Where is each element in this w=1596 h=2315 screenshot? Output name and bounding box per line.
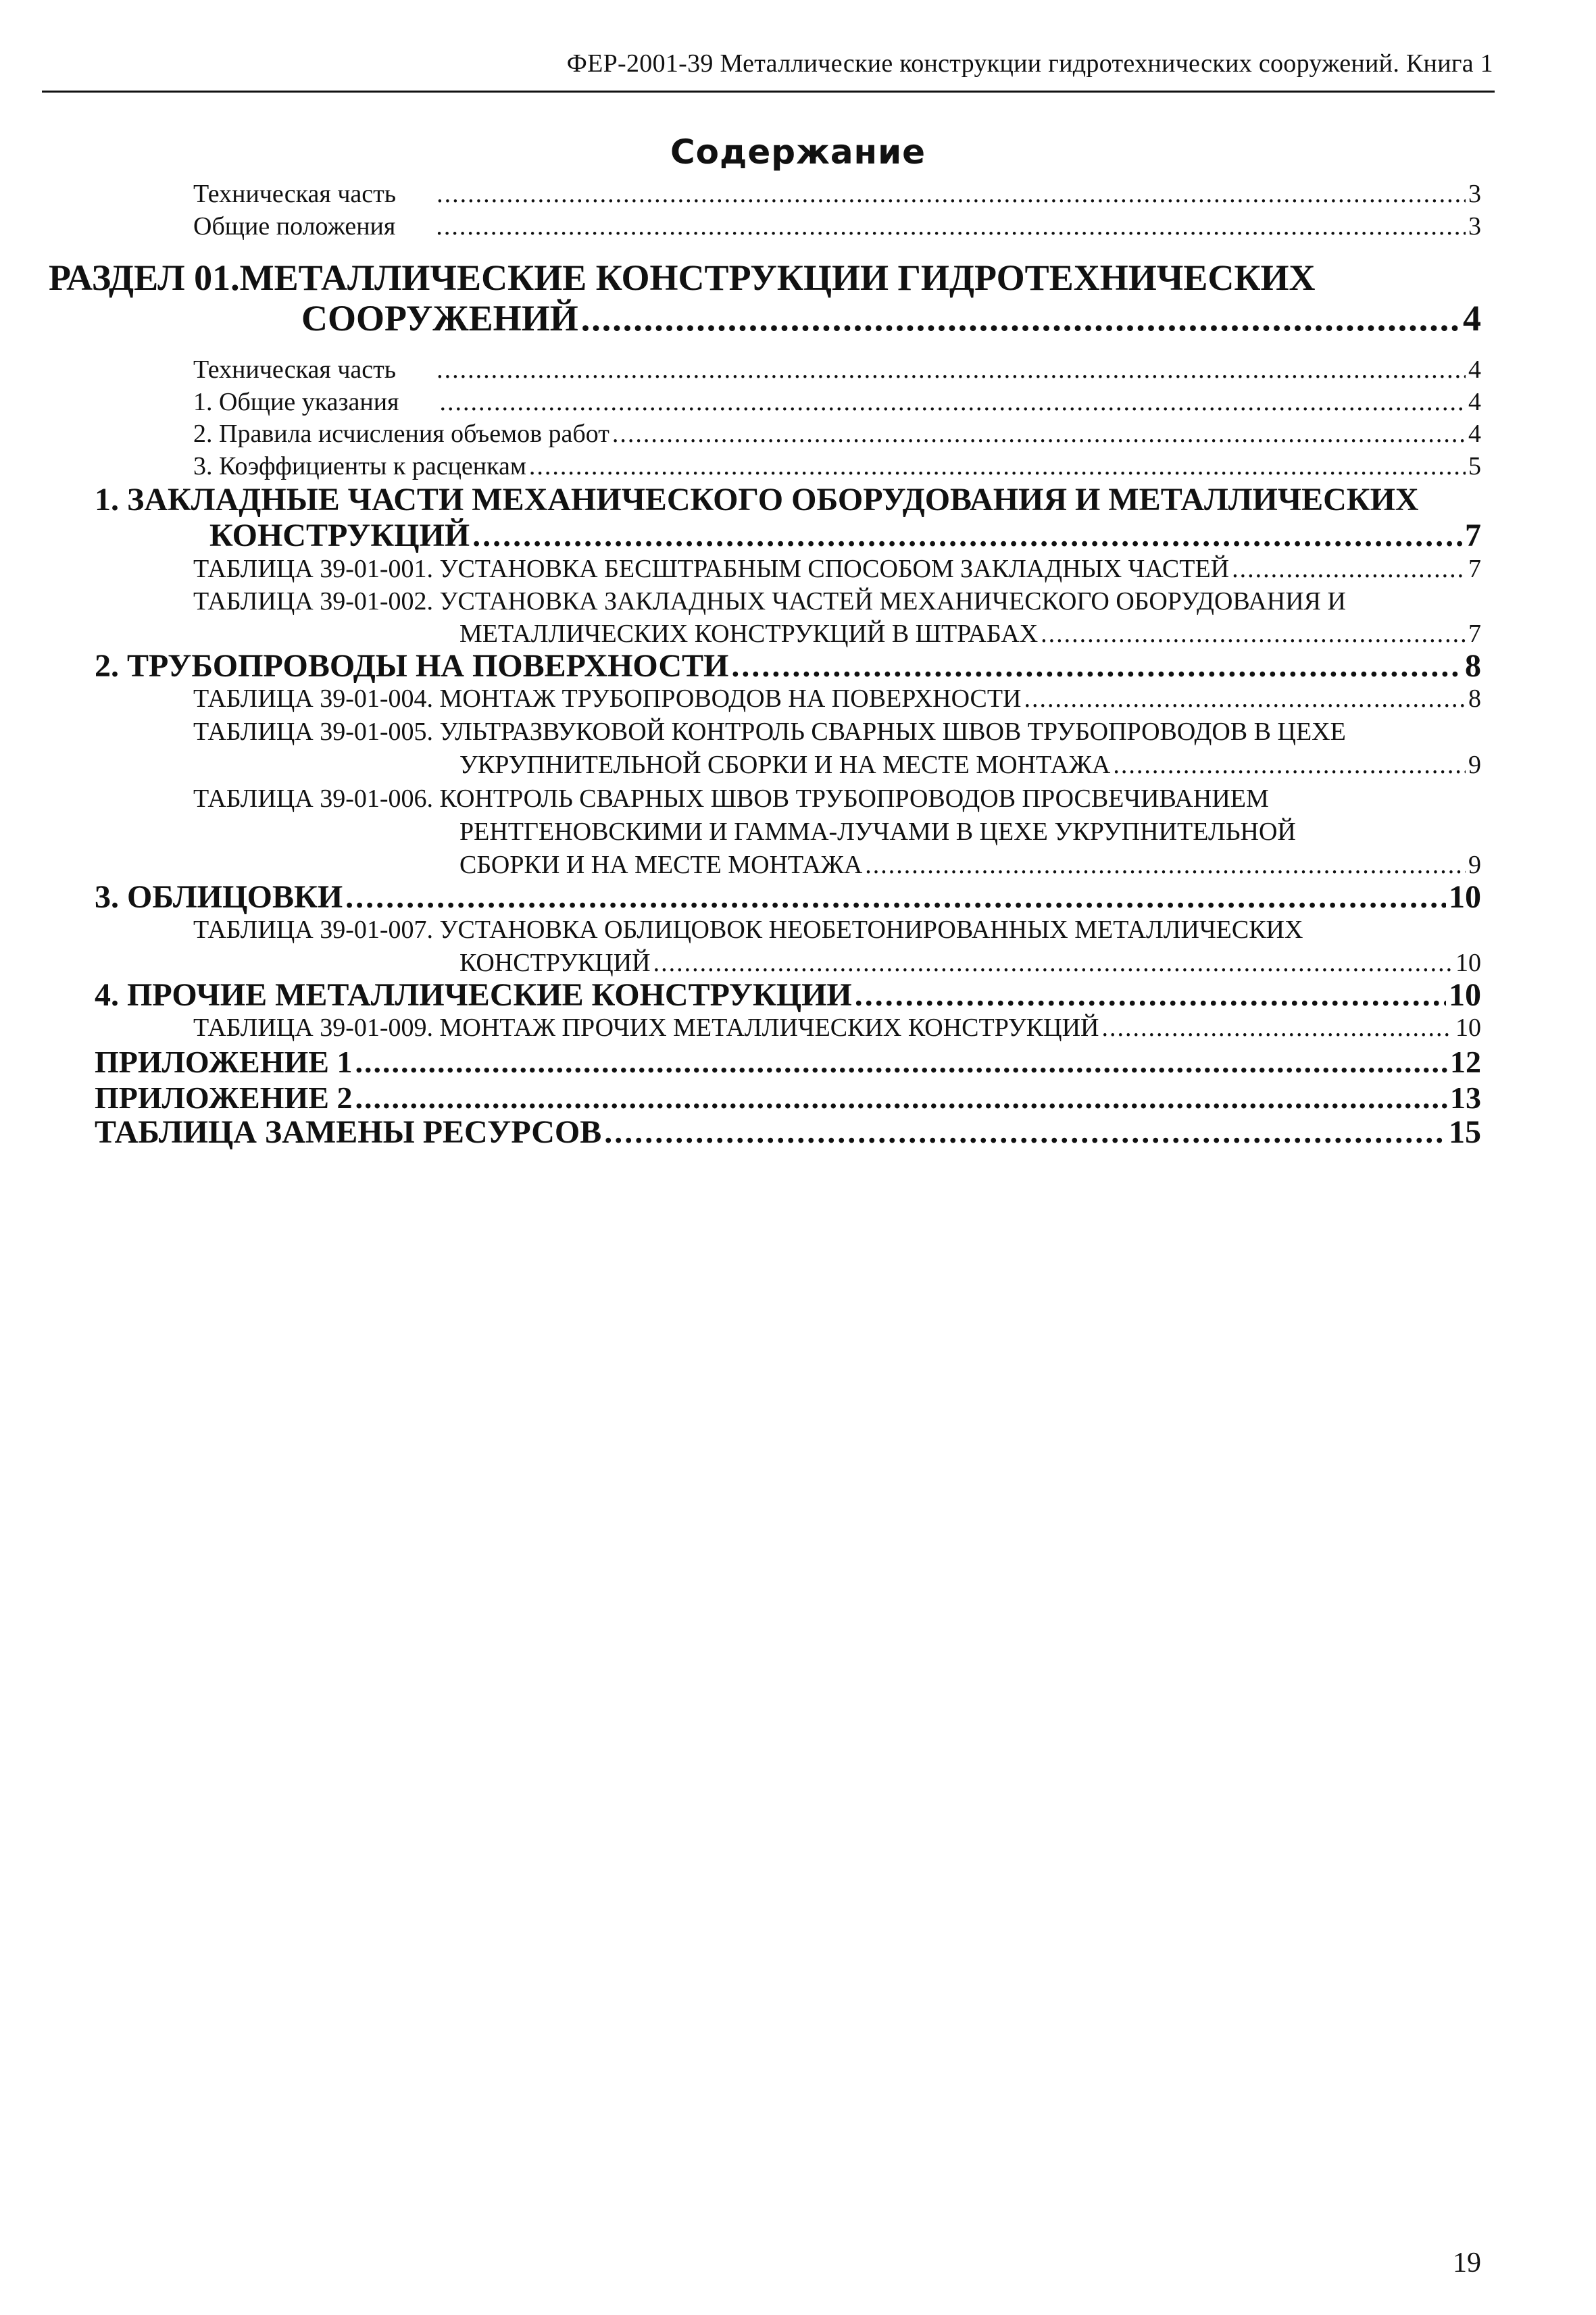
leader-dots — [612, 419, 1466, 449]
toc-entry-label: ТАБЛИЦА 39-01-001. УСТАНОВКА БЕСШТРАБНЫМ СПОСОБОМ ЗАКЛАДНЫХ ЧАСТЕЙ — [193, 555, 1230, 583]
toc-entry-tech-part[interactable] — [193, 179, 1481, 209]
toc-section-4[interactable] — [95, 976, 1481, 1014]
toc-section-1-line1[interactable]: 1. ЗАКЛАДНЫЕ ЧАСТИ МЕХАНИЧЕСКОГО ОБОРУДОВАНИЯ И МЕТАЛЛИЧЕСКИХ — [95, 482, 1419, 518]
toc-page-number: 13 — [1450, 1080, 1481, 1115]
toc-page-number: 4 — [1463, 298, 1481, 339]
toc-entry-label: СБОРКИ И НА МЕСТЕ МОНТАЖА — [459, 851, 863, 879]
leader-dots — [436, 211, 1466, 241]
leader-dots — [355, 1080, 1447, 1116]
leader-dots — [529, 451, 1466, 481]
toc-page-number: 8 — [1465, 648, 1481, 684]
toc-entry-label: 2. Правила исчисления объемов работ — [193, 420, 609, 448]
toc-entry-label: ПРИЛОЖЕНИЕ 1 — [95, 1045, 353, 1079]
toc-page-number: 4 — [1468, 388, 1481, 416]
toc-entry-label: МЕТАЛЛИЧЕСКИХ КОНСТРУКЦИЙ В ШТРАБАХ — [459, 620, 1039, 648]
toc-entry-general-instructions[interactable] — [193, 387, 1481, 417]
leader-dots — [437, 179, 1466, 209]
toc-appendix-2[interactable] — [95, 1080, 1481, 1116]
leader-dots — [731, 647, 1462, 684]
leader-dots — [355, 1044, 1447, 1080]
toc-entry-coefficients[interactable] — [193, 451, 1481, 481]
toc-table-39-01-002-line2[interactable] — [459, 619, 1481, 649]
toc-page-number: 7 — [1465, 518, 1481, 553]
toc-appendix-1[interactable] — [95, 1044, 1481, 1080]
running-header: ФЕР-2001-39 Металлические конструкции гидротехнических сооружений. Книга 1 — [566, 49, 1493, 78]
toc-section-1-line2[interactable] — [209, 517, 1481, 554]
leader-dots — [653, 948, 1453, 978]
toc-entry-label: 4. ПРОЧИЕ МЕТАЛЛИЧЕСКИЕ КОНСТРУКЦИИ — [95, 977, 852, 1013]
toc-entry-label: КОНСТРУКЦИЙ — [209, 518, 470, 553]
toc-entry-calc-rules[interactable] — [193, 419, 1481, 449]
leader-dots — [440, 387, 1466, 417]
toc-page-number: 15 — [1449, 1114, 1481, 1150]
toc-entry-label: ТАБЛИЦА 39-01-009. МОНТАЖ ПРОЧИХ МЕТАЛЛИЧЕСКИХ КОНСТРУКЦИЙ — [193, 1014, 1099, 1042]
toc-table-39-01-001[interactable] — [193, 554, 1481, 584]
leader-dots — [1232, 554, 1466, 584]
toc-entry-label: УКРУПНИТЕЛЬНОЙ СБОРКИ И НА МЕСТЕ МОНТАЖА — [459, 751, 1111, 779]
toc-entry-razdel-tech[interactable] — [193, 355, 1481, 384]
toc-entry-label: ТАБЛИЦА ЗАМЕНЫ РЕСУРСОВ — [95, 1114, 602, 1150]
toc-table-39-01-005-line2[interactable] — [459, 750, 1481, 780]
toc-page-number: 10 — [1449, 879, 1481, 915]
toc-entry-label: 2. ТРУБОПРОВОДЫ НА ПОВЕРХНОСТИ — [95, 648, 729, 684]
toc-page-number: 9 — [1468, 851, 1481, 879]
toc-title: Содержание — [670, 132, 926, 172]
leader-dots — [1041, 619, 1466, 649]
toc-page-number: 9 — [1468, 751, 1481, 779]
toc-table-39-01-007-line1[interactable]: ТАБЛИЦА 39-01-007. УСТАНОВКА ОБЛИЦОВОК НЕОБЕТОНИРОВАННЫХ МЕТАЛЛИЧЕСКИХ — [193, 916, 1303, 944]
toc-page-number: 4 — [1468, 420, 1481, 448]
toc-page-number: 8 — [1468, 684, 1481, 713]
toc-page-number: 12 — [1450, 1045, 1481, 1079]
toc-page-number: 3 — [1468, 212, 1481, 241]
leader-dots — [604, 1114, 1446, 1151]
toc-entry-label: ПРИЛОЖЕНИЕ 2 — [95, 1080, 353, 1115]
toc-entry-label: 1. Общие указания — [193, 388, 399, 416]
toc-table-39-01-007-line2[interactable] — [459, 948, 1481, 978]
leader-dots — [1024, 684, 1466, 714]
toc-table-39-01-006-line3[interactable] — [459, 850, 1481, 880]
toc-section-3[interactable] — [95, 878, 1481, 916]
leader-dots — [472, 517, 1462, 554]
toc-entry-label: 3. ОБЛИЦОВКИ — [95, 879, 343, 915]
toc-page-number: 10 — [1449, 977, 1481, 1013]
leader-dots — [581, 297, 1460, 339]
header-rule — [42, 91, 1495, 93]
toc-page-number: 7 — [1468, 620, 1481, 648]
toc-page-number: 5 — [1468, 452, 1481, 480]
toc-entry-label: Общие положения — [193, 212, 396, 241]
toc-entry-label: КОНСТРУКЦИЙ — [459, 949, 651, 977]
toc-page-number: 10 — [1455, 949, 1481, 977]
toc-page-number: 3 — [1468, 180, 1481, 208]
leader-dots — [437, 355, 1466, 384]
toc-resource-replacement-table[interactable] — [95, 1114, 1481, 1151]
toc-razdel-line1[interactable]: РАЗДЕЛ 01.МЕТАЛЛИЧЕСКИЕ КОНСТРУКЦИИ ГИДРОТЕХНИЧЕСКИХ — [49, 257, 1316, 298]
toc-entry-label: Техническая часть — [193, 355, 397, 384]
toc-page-number: 4 — [1468, 355, 1481, 384]
leader-dots — [1113, 750, 1466, 780]
toc-entry-label: 3. Коэффициенты к расценкам — [193, 452, 526, 480]
toc-razdel-line2[interactable] — [301, 297, 1481, 339]
toc-table-39-01-002-line1[interactable]: ТАБЛИЦА 39-01-002. УСТАНОВКА ЗАКЛАДНЫХ ЧАСТЕЙ МЕХАНИЧЕСКОГО ОБОРУДОВАНИЯ И — [193, 587, 1346, 616]
toc-table-39-01-006-line2[interactable]: РЕНТГЕНОВСКИМИ И ГАММА-ЛУЧАМИ В ЦЕХЕ УКРУПНИТЕЛЬНОЙ — [459, 818, 1296, 846]
leader-dots — [855, 976, 1446, 1014]
leader-dots — [865, 850, 1466, 880]
page-number: 19 — [1453, 2247, 1481, 2279]
toc-entry-label: ТАБЛИЦА 39-01-004. МОНТАЖ ТРУБОПРОВОДОВ НА ПОВЕРХНОСТИ — [193, 684, 1022, 713]
toc-entry-label: СООРУЖЕНИЙ — [301, 298, 578, 339]
toc-entry-label: Техническая часть — [193, 180, 397, 208]
toc-table-39-01-004[interactable] — [193, 684, 1481, 714]
toc-section-2[interactable] — [95, 647, 1481, 684]
toc-table-39-01-005-line1[interactable]: ТАБЛИЦА 39-01-005. УЛЬТРАЗВУКОВОЙ КОНТРОЛЬ СВАРНЫХ ШВОВ ТРУБОПРОВОДОВ В ЦЕХЕ — [193, 718, 1346, 746]
toc-page-number: 7 — [1468, 555, 1481, 583]
leader-dots — [345, 878, 1446, 916]
leader-dots — [1101, 1013, 1453, 1043]
toc-table-39-01-009[interactable] — [193, 1013, 1481, 1043]
toc-table-39-01-006-line1[interactable]: ТАБЛИЦА 39-01-006. КОНТРОЛЬ СВАРНЫХ ШВОВ ТРУБОПРОВОДОВ ПРОСВЕЧИВАНИЕМ — [193, 785, 1269, 813]
toc-entry-general[interactable] — [193, 211, 1481, 241]
toc-page-number: 10 — [1455, 1014, 1481, 1042]
